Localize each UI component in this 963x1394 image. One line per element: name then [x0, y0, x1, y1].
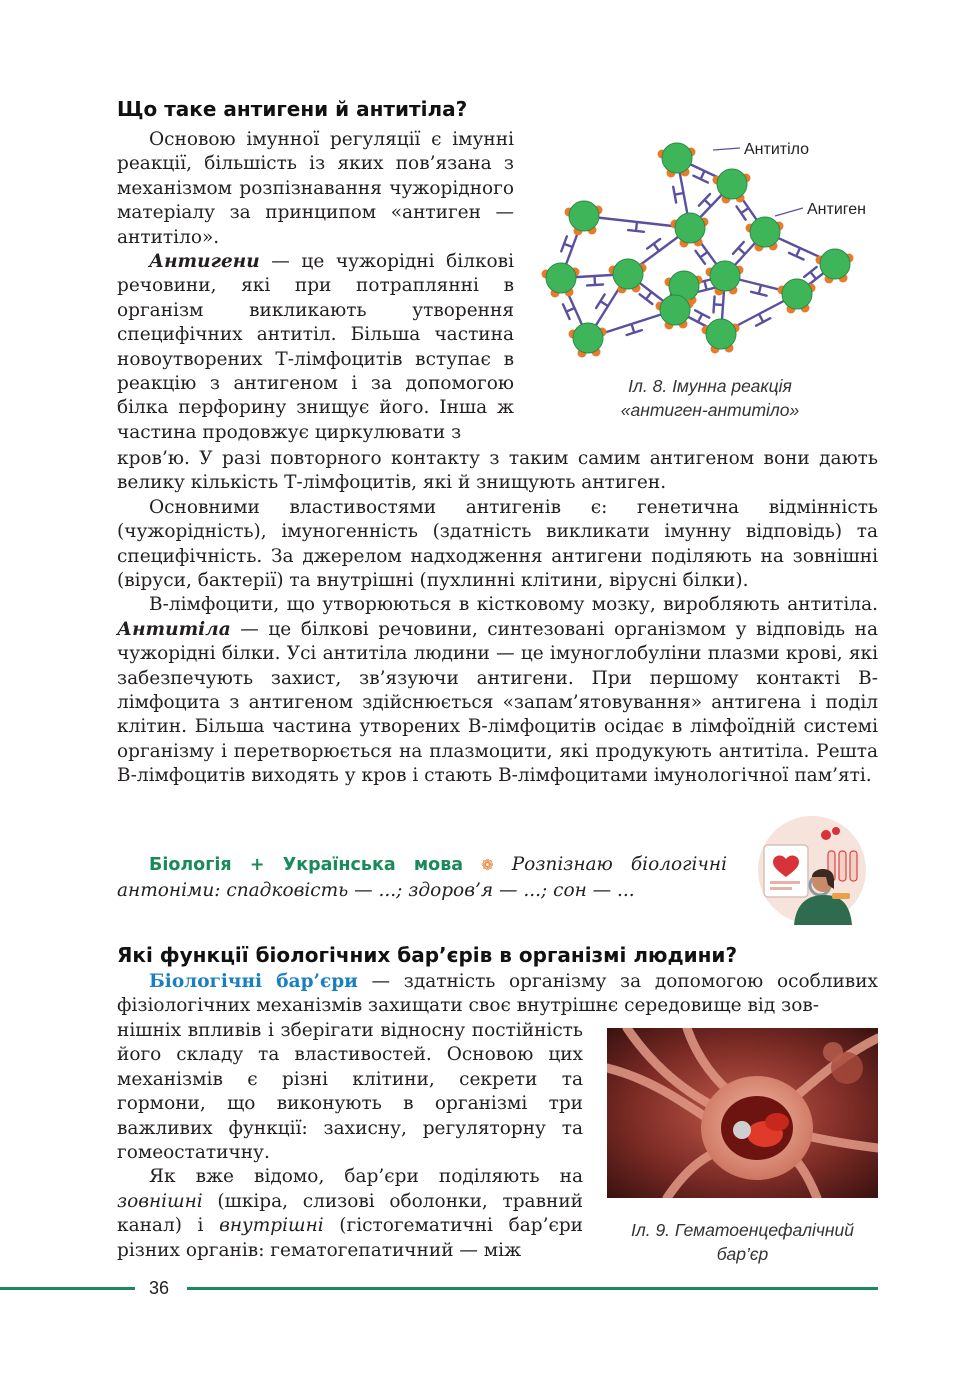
paragraph-antibodies [117, 593, 878, 788]
antigen-core [820, 249, 850, 279]
antigen-core [675, 213, 705, 243]
antigen-particle [609, 259, 647, 294]
paragraph-antigen-properties: Основними властивостями антигенів є: генетична відмінність (чужорідність), імуногенність (здатність викликати імунну відповідь) та специфічність. За джерелом надходження антигени поділяють на зовнішні (віруси, бактерії) та внутрішні (пухлинні клітини, вірусні білки). [117, 496, 878, 592]
antigen-core [569, 201, 599, 231]
term-antigens: Антигени [149, 251, 260, 273]
antigen-particle [671, 213, 709, 248]
blood-brain-barrier-image [607, 1028, 878, 1198]
paragraph-antigens [117, 250, 514, 445]
antigen-particle [816, 249, 854, 284]
antigen-particle [778, 279, 816, 314]
text-column-full [117, 447, 878, 789]
section-heading-barriers: Які функції біологічних бар’єрів в організмі людини? [117, 943, 738, 967]
crosslink-box [117, 852, 727, 904]
antigen-core [706, 319, 736, 349]
flower-bullet-icon: ❁ [481, 856, 494, 874]
barrier-types-b: (шкіра, слизові оболонки, травний канал) і [117, 1190, 583, 1237]
term-antibodies: Антитіла [117, 618, 231, 640]
antigen-core [782, 279, 812, 309]
antigen-pointer-line [775, 208, 803, 216]
paragraph-antigens-text: — це чужорідні білкові речовини, які при потраплянні в організм викликають утворення специфічних антитіл. Більша частина новоутворених Т-лімфоцитів вступає в реакцію з антигеном і за допомогою білка перфорину знищує його. Інша ж частина продовжує циркулювати з [117, 251, 514, 443]
antigen-core [717, 169, 747, 199]
paragraph-barriers-continued: нішніх впливів і зберігати відносну постійність його складу та властивостей. Основою цих механізмів є різні клітини, секрети та гормони, що виконують в організмі три важливих функції: захисну, регуляторну та гомеостатичну. [117, 1020, 583, 1164]
antigen-particle [658, 143, 696, 178]
figure8-caption-line1: Іл. 8. Імунна реакція [628, 376, 792, 396]
antigen-antibody-illustration [535, 128, 880, 368]
antigen-core [613, 259, 643, 289]
health-check-illustration [756, 815, 868, 925]
text-column-upper [117, 128, 514, 445]
page-number: 36 [149, 1278, 170, 1298]
barrier-types-c: (гістогематичні бар’єри різних органів: гематогепатичний — між [117, 1215, 583, 1261]
footer-rule-left [0, 1287, 135, 1290]
paragraph-immune-regulation: Основою імунної регуляції є імунні реакції, більшість із яких пов’язана з механізмом розпізнавання чужорідного матеріалу за принципом «антиген — антитіло». [117, 129, 514, 248]
term-external: зовнішні [117, 1190, 203, 1212]
antigen-core [546, 263, 576, 293]
term-biological-barriers: Біологічні бар’єри [149, 971, 358, 992]
antigen-particle [569, 323, 607, 358]
crosslink-title: Біологія + Українська мова [149, 855, 464, 875]
figure8-caption-line2: «антиген-антитіло» [620, 400, 800, 420]
antigen-particle [565, 201, 603, 236]
antigen-particle [542, 263, 580, 298]
paragraph-antigens-continued: кров’ю. У разі повторного контакту з таким самим антигеном вони дають велику кількість Т-лімфоцитів, які й знищують антиген. [117, 448, 878, 494]
antibody-pointer-line [713, 148, 740, 150]
antigen-core [710, 261, 740, 291]
antigen-particle [706, 261, 744, 296]
paragraph-barriers-intro-text: — здатність організму за допомогою особливих фізіологічних механізмів захищати своє внутрішнє середовище від зов- [117, 971, 878, 1017]
antibody-label: Антитіло [744, 141, 810, 158]
antigen-core [662, 143, 692, 173]
antigen-core [660, 295, 690, 325]
paragraph-antibodies-b: — це білкові речовини, синтезовані організмом у відповідь на чужорідні білки. Усі антитіла людини — це імуноглобуліни плазми крові, які забезпечують захист, зв’язуючи антигени. При першому контакті В-лімфоцита з антигеном здійснюється «запам’ятовування» антигена і поділ клітин. Більша частина утворених В-лімфоцитів осідає в лімфоїдній системі організму і перетворюється на плазмоцити, які продукують антитіла. Решта В-лімфоцитів виходять у кров і стають В-лімфоцитами імунологічної пам’яті. [117, 618, 878, 787]
paragraph-barriers-intro [117, 970, 878, 1019]
section-heading-antigens: Що таке антигени й антитіла? [117, 97, 468, 121]
antigen-core [750, 217, 780, 247]
paragraph-antibodies-a: В-лімфоцити, що утворюються в кістковому мозку, виробляють антитіла. [149, 594, 878, 616]
antigen-label: Антиген [807, 201, 866, 218]
antigen-core [573, 323, 603, 353]
crosslink-text: Розпізнаю біологічні антоніми: спадковість — ...; здоров’я — ...; сон — ... [117, 854, 727, 901]
term-internal: внутрішні [219, 1215, 324, 1237]
barrier-types-a: Як вже відомо, бар’єри поділяють на [149, 1166, 583, 1188]
footer-rule-right [187, 1287, 878, 1290]
figure9-caption-line2: бар’єр [716, 1244, 769, 1264]
crosslink-paragraph [117, 852, 727, 904]
figure9-caption [600, 1218, 885, 1266]
figure9-caption-line1: Іл. 9. Гематоенцефалічний [630, 1220, 854, 1240]
paragraph-barrier-types [117, 1165, 583, 1263]
figure8-caption [560, 374, 860, 422]
antigen-particle [702, 319, 740, 354]
barriers-column [117, 1019, 583, 1263]
barriers-intro [117, 970, 878, 1019]
